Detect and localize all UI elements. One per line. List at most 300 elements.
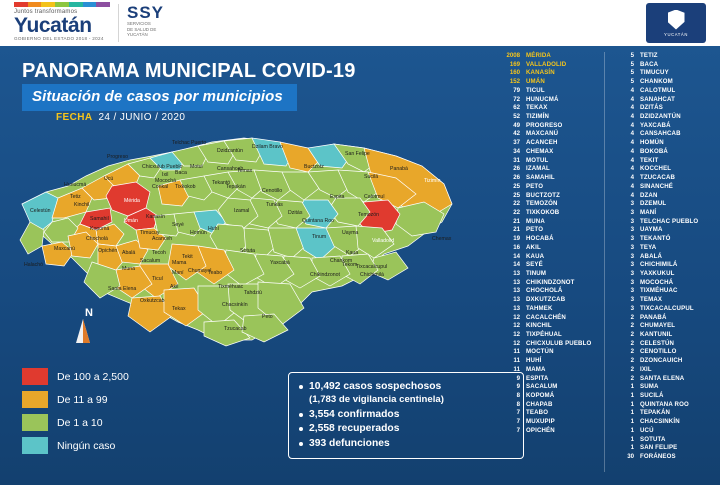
municipality-name: KANASÍN: [526, 69, 555, 77]
summary-sospechosos-text: 10,492 casos sospechosos: [309, 381, 442, 392]
table-row: [612, 130, 698, 139]
case-count: 1: [630, 435, 634, 443]
case-count: 4: [630, 156, 634, 164]
table-row: [612, 401, 698, 410]
map-label: Tunkás: [266, 202, 283, 208]
municipality-name: DZIDZANTÚN: [640, 113, 681, 121]
map-label: Opichén: [98, 248, 118, 254]
municipality-name: VALLADOLID: [526, 60, 567, 68]
case-count: 31: [513, 156, 520, 164]
table-row: [612, 383, 698, 392]
case-count: 52: [513, 113, 520, 121]
bullet-icon: [299, 427, 303, 431]
case-count: 3: [630, 200, 634, 208]
map-label: Chicxulub Pueblo: [142, 164, 183, 170]
legend-label-1-10: De 1 a 10: [57, 416, 103, 429]
map-label: Tekax: [172, 306, 186, 312]
table-row: [612, 218, 698, 227]
case-count: 1: [630, 426, 634, 434]
table-row: [498, 183, 591, 192]
municipality-name: CELESTÚN: [640, 339, 675, 347]
date-value: 24 / JUNIO / 2020: [98, 112, 186, 123]
map-label: Muna: [122, 266, 135, 272]
municipality-name: MAMA: [526, 365, 546, 373]
case-count: 2: [630, 357, 634, 365]
municipality-name: SANAHCAT: [640, 95, 675, 103]
map-label: Tekom: [342, 262, 358, 268]
case-count: 4: [630, 104, 634, 112]
municipality-name: OPICHÉN: [526, 426, 555, 434]
table-row: [498, 148, 591, 157]
case-count: 4: [630, 139, 634, 147]
map-label: Dzidzantún: [217, 148, 243, 154]
municipality-name: PETO: [526, 182, 544, 190]
case-count: 26: [513, 174, 520, 182]
municipality-name: SEYÉ: [526, 261, 543, 269]
municipality-name: KANTUNIL: [640, 331, 673, 338]
map-label: Peto: [262, 314, 273, 320]
map-label: Acanceh: [152, 236, 173, 242]
table-row: [612, 148, 698, 157]
case-count: 1: [630, 400, 634, 408]
municipality-name: MOCTÚN: [526, 348, 554, 356]
case-count: 14: [513, 252, 520, 260]
municipality-name: CHICHIMILÁ: [640, 261, 678, 269]
table-row: [612, 418, 698, 427]
municipality-name: CANSAHCAB: [640, 130, 681, 138]
municipality-name: MUXUPIP: [526, 418, 555, 426]
municipality-name: HOMÚN: [640, 139, 664, 147]
municipality-name: TIXMÉHUAC: [640, 287, 678, 295]
municipality-name: CHIKINDZONOT: [526, 278, 575, 286]
ssy-sub-1: SERVICIOS: [127, 21, 151, 26]
case-count: 7: [516, 409, 520, 417]
case-count: 3: [630, 261, 634, 269]
case-count: 13: [513, 304, 520, 312]
table-row: [612, 96, 698, 105]
map-label: Tekit: [182, 254, 193, 260]
table-row: [498, 401, 591, 410]
map-label: Temax: [237, 168, 253, 174]
case-count: 11: [513, 365, 520, 373]
bullet-icon: [299, 413, 303, 417]
compass-rose: [76, 308, 102, 346]
table-row: [612, 200, 698, 209]
table-row: [498, 244, 591, 253]
map-label: Huhí: [208, 226, 219, 232]
date-label: FECHA: [56, 112, 93, 123]
map-label: Chichimilá: [360, 272, 384, 278]
ssy-logo: [118, 4, 197, 42]
case-count: 3: [630, 296, 634, 304]
table-row: [498, 87, 591, 96]
case-count: 2: [630, 374, 634, 382]
map-label: Tepakán: [226, 184, 246, 190]
summary-recuperados-text: 2,558 recuperados: [309, 423, 400, 435]
table-row: [612, 52, 698, 61]
municipality-name: DZAN: [640, 191, 658, 199]
case-count: 30: [627, 453, 634, 461]
case-count: 21: [513, 226, 520, 234]
table-row: [498, 52, 591, 61]
map-label: Izamal: [234, 208, 250, 214]
case-count: 79: [513, 86, 520, 94]
municipality-name: YAXKUKUL: [640, 269, 675, 277]
table-row: [612, 183, 698, 192]
map-label: Motul: [190, 164, 203, 170]
municipality-name: TIMUCUY: [640, 69, 669, 77]
municipality-name: TEKANTÓ: [640, 235, 671, 243]
map-label: Conkal: [152, 184, 169, 190]
yucatan-logo: [14, 2, 110, 44]
map-label: Cenotillo: [262, 188, 283, 194]
municipality-name: MOTUL: [526, 156, 549, 164]
table-row: [498, 340, 591, 349]
case-count: 62: [513, 104, 520, 112]
map-label: Cansahcab: [217, 166, 244, 172]
municipality-name: KOCCHEL: [640, 165, 672, 173]
case-count: 2: [630, 313, 634, 321]
table-row: [498, 314, 591, 323]
table-row: [498, 200, 591, 209]
case-count: 4: [630, 174, 634, 182]
municipality-name: DXKUTZCAB: [526, 296, 566, 304]
brand-name: Yucatán: [14, 14, 92, 37]
map-label: Abalá: [122, 250, 136, 256]
page-title: PANORAMA MUNICIPAL COVID-19: [22, 60, 356, 82]
table-row: [498, 192, 591, 201]
bullet-icon: [299, 442, 303, 446]
map-label: Chumayel: [188, 268, 212, 274]
case-count: 3: [630, 217, 634, 225]
municipality-name: TELCHAC PUEBLO: [640, 217, 699, 225]
summary-defunciones-text: 393 defunciones: [309, 437, 390, 449]
legend-label-100-2500: De 100 a 2,500: [57, 370, 129, 383]
case-count: 4: [630, 130, 634, 138]
case-count: 1: [630, 383, 634, 391]
map-label: Mérida: [124, 198, 140, 204]
municipality-name: ACANCEH: [526, 139, 558, 147]
municipality-name: SANTA ELENA: [640, 374, 685, 382]
municipality-name: KOPOMÁ: [526, 392, 555, 400]
case-count: 2: [630, 331, 634, 338]
table-row: [498, 78, 591, 87]
case-count: 25: [513, 182, 520, 190]
table-row: [612, 444, 698, 453]
map-label: Oxkutzcab: [140, 298, 165, 304]
case-count: 25: [513, 191, 520, 199]
municipality-name: KINCHIL: [526, 322, 552, 330]
municipality-name: UCÚ: [640, 426, 654, 434]
case-count: 13: [513, 296, 520, 304]
municipality-name: UAYMA: [640, 226, 663, 234]
case-count: 49: [513, 121, 520, 129]
case-count: 5: [630, 78, 634, 86]
map-label: Tixcacalcupul: [356, 264, 388, 270]
municipality-name: TEPAKÁN: [640, 409, 671, 417]
municipality-name: SACALUM: [526, 383, 558, 391]
map-label: Chocholá: [86, 236, 108, 242]
case-count: 1: [630, 409, 634, 417]
case-count: 2008: [506, 52, 520, 59]
municipality-name: CALOTMUL: [640, 86, 676, 94]
map-label: Valladolid: [372, 238, 395, 244]
map-label: Progreso: [107, 154, 129, 160]
case-count: 152: [509, 78, 520, 86]
case-count: 13: [513, 287, 520, 295]
ssy-sub-3: YUCATÁN: [127, 32, 148, 38]
map-label: Uayma: [342, 230, 359, 236]
municipality-name: PANABÁ: [640, 313, 667, 321]
page-subtitle: Situación de casos por municipios: [32, 88, 283, 105]
map-label: Dzilam Bravo: [252, 144, 283, 150]
map-label: Tizimín: [424, 178, 441, 184]
table-row: [498, 157, 591, 166]
summary-centinela-text: (1,783 de vigilancia centinela): [309, 394, 444, 406]
case-count: 8: [516, 392, 520, 400]
case-count: 7: [516, 418, 520, 426]
table-row: [612, 436, 698, 445]
table-row: [498, 69, 591, 78]
case-count: 3: [630, 304, 634, 312]
case-count: 5: [630, 52, 634, 59]
municipality-name: SUMA: [640, 383, 659, 391]
table-row: [498, 375, 591, 384]
case-count: 21: [513, 217, 520, 225]
state-crest-logo: [646, 3, 706, 43]
case-count: 3: [630, 235, 634, 243]
municipality-name: TEKAX: [526, 104, 548, 112]
table-row: [612, 366, 698, 375]
map-label: Baca: [175, 170, 187, 176]
map-label: Temozón: [358, 212, 380, 218]
case-count: 11: [513, 357, 520, 365]
case-count: 12: [513, 313, 520, 321]
table-row: [498, 139, 591, 148]
table-row: [498, 253, 591, 262]
municipality-name: ABALÁ: [640, 252, 663, 260]
municipality-name: HUNUCMÁ: [526, 95, 559, 103]
case-count: 19: [513, 235, 520, 243]
map-label: Ucú: [104, 176, 114, 182]
case-count: 16: [513, 243, 520, 251]
municipality-name: CENOTILLO: [640, 348, 677, 356]
municipality-name: TINUM: [526, 269, 547, 277]
case-count: 2: [630, 365, 634, 373]
table-row: [498, 287, 591, 296]
map-label: Ixil: [162, 172, 169, 178]
map-label: Ticul: [152, 276, 163, 282]
map-label: Kinchil: [74, 202, 90, 208]
case-count: 160: [509, 69, 520, 77]
map-label: Hunucmá: [64, 182, 87, 188]
table-row: [498, 348, 591, 357]
summary-box: [288, 372, 524, 459]
map-label: Chankom: [330, 258, 353, 264]
table-row: [612, 104, 698, 113]
table-row: [612, 287, 698, 296]
map-label: Telchac Puerto: [172, 140, 207, 146]
municipality-name: QUINTANA ROO: [640, 400, 689, 408]
case-count: 3: [630, 208, 634, 216]
case-count: 2: [630, 339, 634, 347]
municipality-name: TICUL: [526, 86, 545, 94]
ssy-sub-2: DE SALUD DE: [127, 26, 157, 32]
table-row: [498, 322, 591, 331]
map-label: Tzucacab: [224, 326, 247, 332]
map-label: Maní: [172, 270, 184, 276]
yucatan-choropleth-map: [12, 126, 482, 356]
map-label: San Felipe: [345, 151, 370, 157]
municipality-name: MÉRIDA: [526, 52, 551, 59]
table-row: [498, 130, 591, 139]
table-row: [498, 235, 591, 244]
table-row: [498, 357, 591, 366]
case-count: 1: [630, 392, 634, 400]
legend-item: [22, 391, 222, 408]
legend-swatch-none: [22, 437, 48, 454]
map-label: Umán: [124, 218, 138, 224]
case-count: 37: [513, 139, 520, 147]
bullet-icon: [299, 385, 303, 389]
municipality-name: MUNA: [526, 217, 545, 225]
case-count: 22: [513, 208, 520, 216]
table-divider: [604, 52, 605, 472]
map-label: Santa Elena: [108, 286, 137, 292]
case-count: 3: [630, 287, 634, 295]
legend-item: [22, 437, 222, 454]
map-label: Tekantó: [212, 180, 231, 186]
map-label: Celestún: [30, 208, 51, 214]
municipality-name: BUCTZOTZ: [526, 191, 561, 199]
table-row: [612, 409, 698, 418]
table-row: [612, 165, 698, 174]
table-row: [612, 270, 698, 279]
municipality-name: TEYA: [640, 243, 657, 251]
summary-confirmados-text: 3,554 confirmados: [309, 408, 400, 420]
table-row: [498, 418, 591, 427]
table-row: [612, 296, 698, 305]
map-label: Kaua: [346, 250, 359, 256]
case-count: 14: [513, 261, 520, 269]
crest-icon: [668, 10, 685, 30]
summary-item-confirmados: [299, 408, 515, 421]
municipality-name: SINANCHÉ: [640, 182, 674, 190]
table-row: [612, 261, 698, 270]
municipality-name: HOCABÁ: [526, 235, 554, 243]
table-row: [498, 366, 591, 375]
case-count: 1: [630, 444, 634, 452]
municipality-name: SUCILÁ: [640, 392, 664, 400]
case-count: 1: [630, 418, 634, 426]
map-label: Quintana Roo: [302, 218, 335, 224]
case-count: 72: [513, 95, 520, 103]
map-label: Chacsinkín: [222, 302, 248, 308]
map-label: Sucilá: [364, 174, 379, 180]
municipality-name: DZITÁS: [640, 104, 663, 112]
table-row: [498, 165, 591, 174]
table-row: [612, 226, 698, 235]
municipality-name: PROGRESO: [526, 121, 563, 129]
table-row: [498, 270, 591, 279]
table-row: [498, 409, 591, 418]
legend-label-11-99: De 11 a 99: [57, 393, 108, 406]
table-row: [612, 305, 698, 314]
municipality-name: CACALCHÉN: [526, 313, 566, 321]
crest-label: YUCATÁN: [664, 31, 688, 37]
table-row: [498, 174, 591, 183]
summary-item-sospechosos: [299, 380, 515, 407]
table-row: [612, 192, 698, 201]
municipality-name: DZEMUL: [640, 200, 667, 208]
table-row: [612, 375, 698, 384]
case-count: 7: [516, 426, 520, 434]
table-row: [612, 427, 698, 436]
case-count: 9: [516, 374, 520, 382]
table-row: [612, 253, 698, 262]
map-label: Chikindzonot: [310, 272, 340, 278]
map-label: Sacalum: [140, 258, 161, 264]
municipality-name: CHANKOM: [640, 78, 673, 86]
map-label: Sotuta: [240, 248, 255, 254]
municipality-name: TEABO: [526, 409, 549, 417]
legend-swatch-11-99: [22, 391, 48, 408]
case-count: 13: [513, 278, 520, 286]
table-row: [612, 392, 698, 401]
municipality-name: MANÍ: [640, 208, 657, 216]
municipality-name: AKIL: [526, 243, 541, 251]
table-row: [498, 226, 591, 235]
summary-item-defunciones: [299, 437, 515, 450]
case-count: 3: [630, 269, 634, 277]
map-label: Tecoh: [152, 250, 166, 256]
table-row: [612, 174, 698, 183]
municipality-name: UMÁN: [526, 78, 545, 86]
municipality-name: SAMAHIL: [526, 174, 555, 182]
map-label: Mocochá: [155, 178, 177, 184]
map-label: Kanasín: [146, 214, 166, 220]
compass-north-label: N: [85, 307, 93, 319]
case-count: 4: [630, 165, 634, 173]
table-row: [612, 348, 698, 357]
case-count: 12: [513, 331, 520, 338]
municipality-name: MOCOCHÁ: [640, 278, 674, 286]
municipality-name: CHUMAYEL: [640, 322, 676, 330]
case-count: 26: [513, 165, 520, 173]
case-count: 2: [630, 322, 634, 330]
municipality-name: TZUCACAB: [640, 174, 676, 182]
table-row: [612, 314, 698, 323]
table-row: [612, 157, 698, 166]
table-row: [498, 427, 591, 436]
map-label: Homún: [190, 230, 207, 236]
legend-label-none: Ningún caso: [57, 439, 116, 452]
subtitle-banner: [22, 84, 297, 111]
case-count: 2: [630, 348, 634, 356]
table-row: [612, 209, 698, 218]
case-count: 5: [630, 60, 634, 68]
municipality-name: CHAPAB: [526, 400, 553, 408]
brand-tagline: Juntos transformamos: [14, 9, 78, 15]
case-count: 3: [630, 226, 634, 234]
map-label: Tahdziú: [244, 290, 262, 296]
case-count: 5: [630, 69, 634, 77]
map-label: Buctzotz: [304, 164, 324, 170]
map-label: Teabo: [208, 270, 223, 276]
summary-item-recuperados: [299, 422, 515, 435]
map-label: Maxcanú: [54, 246, 76, 252]
yucatan-logo-colorbar: [14, 2, 110, 7]
